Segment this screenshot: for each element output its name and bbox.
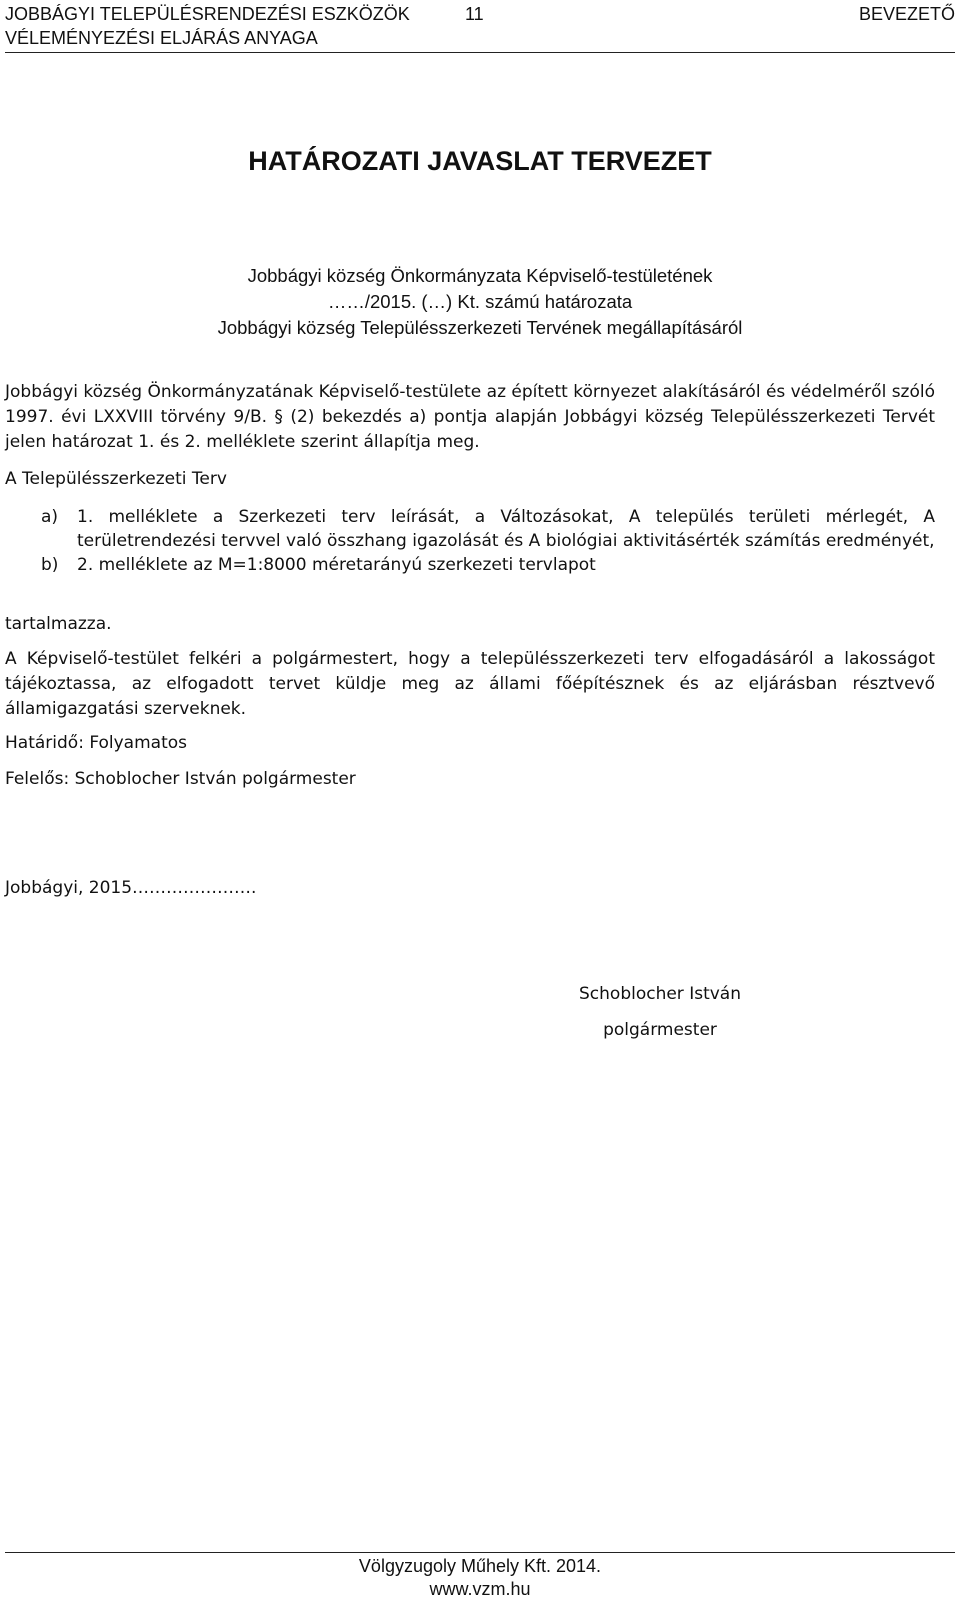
footer-rule: [5, 1552, 955, 1553]
content-list: [5, 505, 935, 577]
subtitle-line-2: ……/2015. (…) Kt. számú határozata: [327, 291, 633, 312]
signatory-name: Schoblocher István: [579, 984, 741, 1004]
signatory-title: polgármester: [603, 1020, 717, 1040]
tartalmazza-text: tartalmazza.: [5, 614, 112, 634]
request-paragraph: A Képviselő-testület felkéri a polgármestert, hogy a településszerkezeti terv elfogadásáról a lakosságot tájékoztassa, az elfogadott tervet küldje meg az állami főépítésznek és az eljárásban résztvevő államigazgatási szerveknek.: [5, 649, 935, 719]
intro-paragraph: Jobbágyi község Önkormányzatának Képviselő-testülete az épített környezet alakításáról és védelméről szóló 1997. évi LXXVIII törvény 9/B. § (2) bekezdés a) pontja alapján Jobbágyi község Településszerkezeti Tervét jelen határozat 1. és 2. melléklete szerint állapítja meg.: [5, 382, 936, 452]
document-title: HATÁROZATI JAVASLAT TERVEZET: [248, 146, 712, 176]
list-item: [5, 553, 935, 577]
list-item-text: 2. melléklete az M=1:8000 méretarányú szerkezeti tervlapot: [77, 555, 596, 575]
terv-heading: A Településszerkezeti Terv: [5, 469, 227, 489]
header-document-subtitle: VÉLEMÉNYEZÉSI ELJÁRÁS ANYAGA: [5, 28, 318, 48]
header-rule: [5, 52, 955, 53]
page-header: [5, 2, 955, 50]
subtitle-line-3: Jobbágyi község Településszerkezeti Tervének megállapításáról: [217, 317, 743, 338]
header-document-title: JOBBÁGYI TELEPÜLÉSRENDEZÉSI ESZKÖZÖK: [5, 4, 410, 24]
list-item-marker: b): [41, 555, 59, 575]
deadline-text: Határidő: Folyamatos: [5, 733, 187, 753]
list-item: [5, 505, 935, 553]
list-item-marker: a): [41, 507, 59, 527]
resolution-subtitle: [0, 263, 960, 341]
responsible-text: Felelős: Schoblocher István polgármester: [5, 769, 356, 789]
header-page-number: 11: [465, 4, 484, 24]
footer-website: www.vzm.hu: [429, 1579, 531, 1599]
footer-company: Völgyzugoly Műhely Kft. 2014.: [358, 1556, 602, 1576]
header-section: BEVEZETŐ: [858, 4, 955, 24]
subtitle-line-1: Jobbágyi község Önkormányzata Képviselő-testületének: [247, 265, 713, 286]
list-item-text: 1. melléklete a Szerkezeti terv leírását, a Változásokat, A település területi mérlegét, A területrendezési tervvel való összhang igazolását és A biológiai aktivitásérték számítás eredményét,: [77, 507, 935, 551]
place-date: Jobbágyi, 2015………………….: [5, 878, 257, 898]
